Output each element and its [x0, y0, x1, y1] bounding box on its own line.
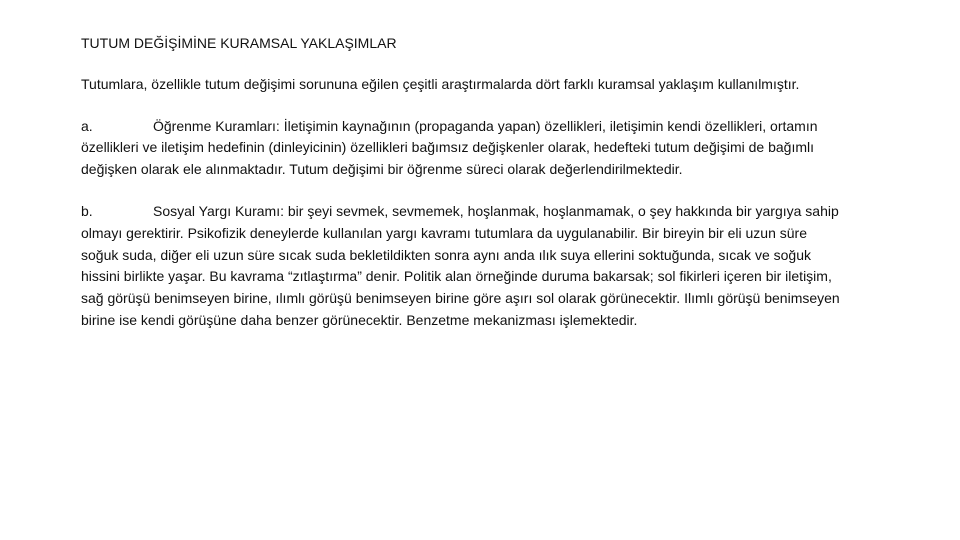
item-marker: a.	[81, 117, 93, 134]
slide-content	[81, 33, 841, 352]
list-item	[81, 201, 841, 332]
page-title: TUTUM DEĞİŞİMİNE KURAMSAL YAKLAŞIMLAR	[81, 35, 397, 51]
list-item	[81, 116, 841, 181]
intro-paragraph: Tutumlara, özellikle tutum değişimi sorununa eğilen çeşitli araştırmalarda dört farklı kuramsal yaklaşım kullanılmıştır.	[81, 75, 800, 92]
item-marker: b.	[81, 202, 93, 219]
item-text: Sosyal Yargı Kuramı: bir şeyi sevmek, sevmemek, hoşlanmak, hoşlanmamak, o şey hakkında bir yargıya sahip olmayı gerektirir. Psikofizik deneylerde kullanılan yargı kavramı tutumlara da uygulanabilir. Bir bireyin bir eli uzun süre soğuk suda, diğer eli uzun süre sıcak suda bekletildikten sonra aynı anda ılık suya ellerini soktuğunda, sıcak ve soğuk hissini birlikte yaşar. Bu kavrama “zıtlaştırma” denir. Politik alan örneğinde duruma bakarsak; sol fikirleri içeren bir iletişim, sağ görüşü benimseyen birine, ılımlı görüşü benimseyen birine göre aşırı sol olarak görünecektir. Ilımlı görüşü benimseyen birine ise kendi görüşüne daha benzer görünecektir. Benzetme mekanizması işlemektedir.	[81, 202, 840, 328]
item-text: Öğrenme Kuramları: İletişimin kaynağının (propaganda yapan) özellikleri, iletişimin kendi özellikleri, ortamın özellikleri ve iletişim hedefinin (dinleyicinin) özellikleri bağımsız değişkenler olarak, hedefteki tutum değişimi de bağımlı değişken olarak ele alınmaktadır. Tutum değişimi bir öğrenme süreci olarak değerlendirilmektedir.	[81, 117, 818, 178]
